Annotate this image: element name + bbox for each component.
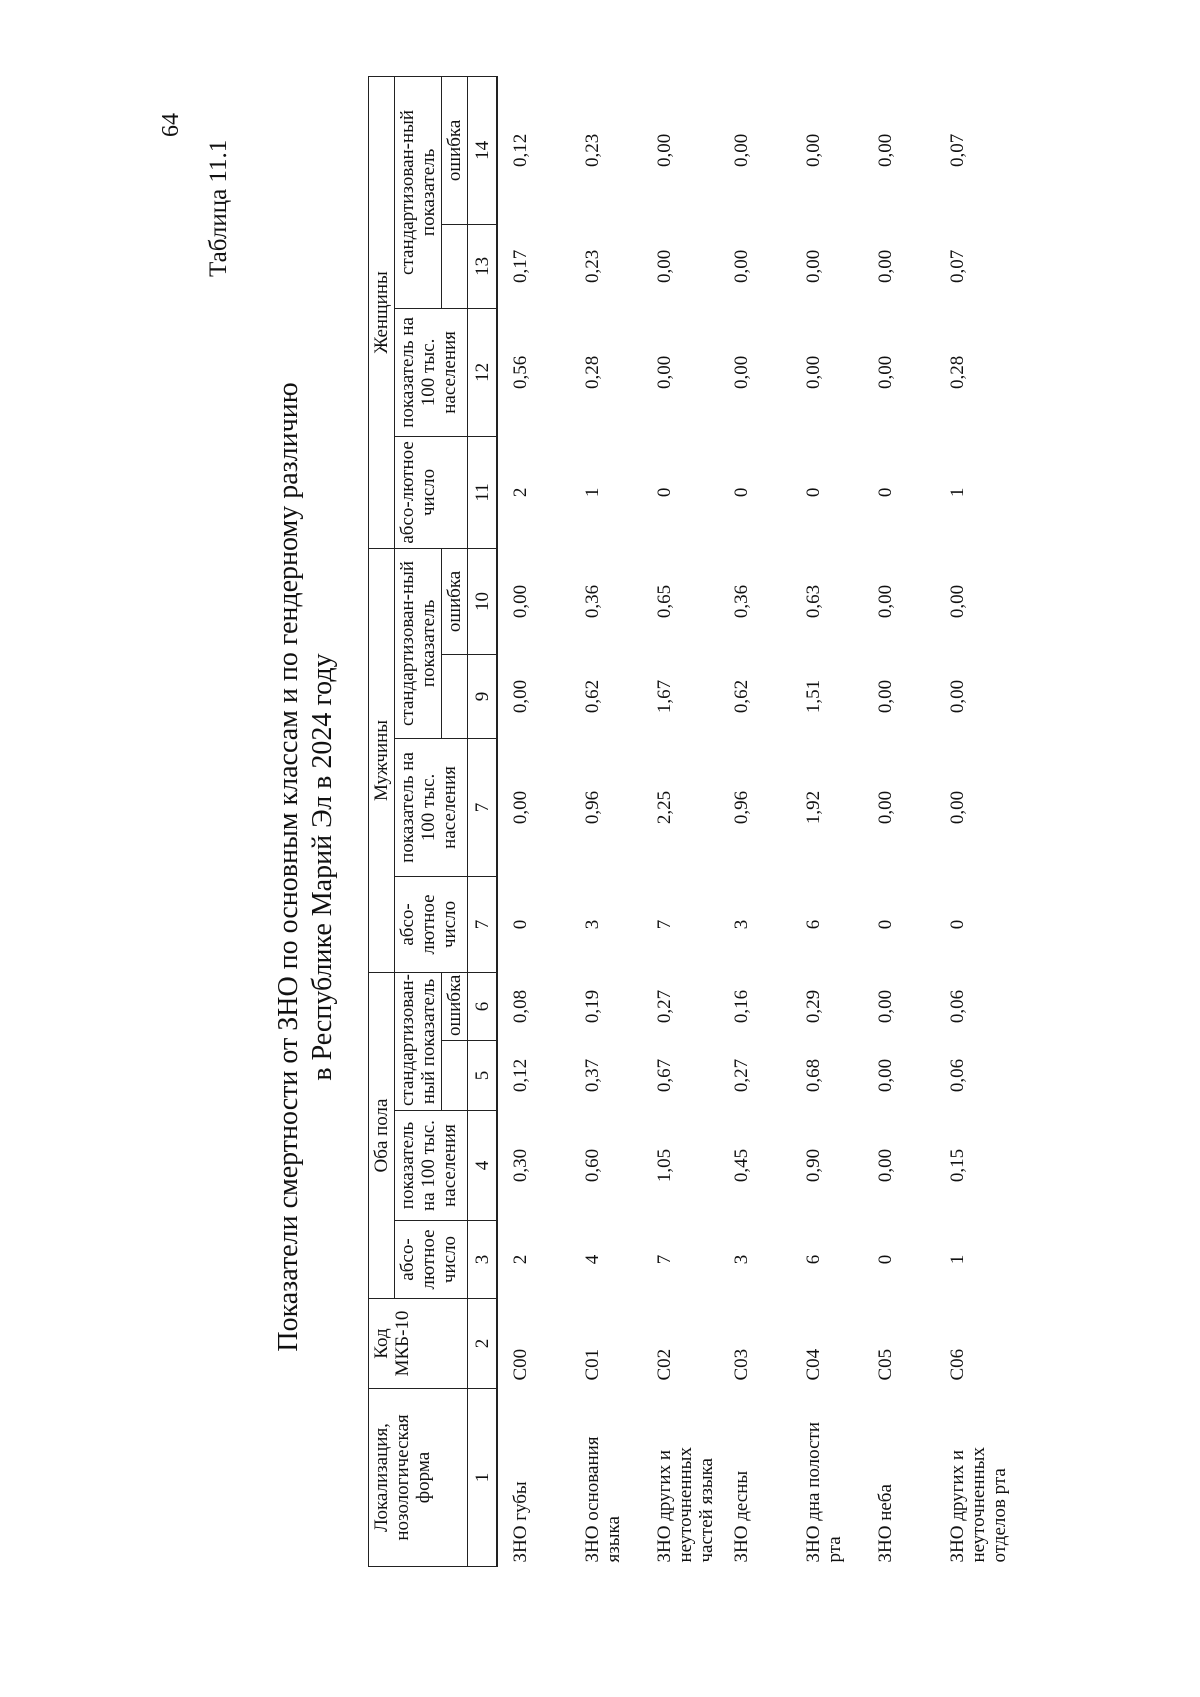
table-cell: 0,29 <box>803 989 824 1024</box>
table-cell: 0 <box>803 487 824 498</box>
table-cell: 0,00 <box>803 133 824 168</box>
row-icd-code: С02 <box>654 1348 675 1381</box>
table-cell: 0,00 <box>875 1058 896 1093</box>
table-cell: 0,96 <box>582 790 603 825</box>
table-cell: 0,28 <box>947 355 968 390</box>
row-localization: ЗНО дна полости рта <box>803 1421 845 1563</box>
header-men-std-value <box>442 654 468 738</box>
table-cell: 1,67 <box>654 679 675 714</box>
table-cell: 0,00 <box>654 133 675 168</box>
table-body <box>497 76 1012 1566</box>
table-cell: 1 <box>947 487 968 498</box>
table-cell: 0,62 <box>731 679 752 714</box>
table-cell: 0,00 <box>875 249 896 284</box>
row-localization: ЗНО губы <box>510 1481 531 1563</box>
column-number: 11 <box>468 436 498 548</box>
header-women-standardized: стандартизован-ный показатель <box>395 76 442 308</box>
table-cell: 0,00 <box>654 355 675 390</box>
table-cell: 0,67 <box>654 1058 675 1093</box>
header-women: Женщины <box>369 76 395 548</box>
table-cell: 0,63 <box>803 584 824 619</box>
table-cell: 0,00 <box>654 249 675 284</box>
table-cell: 0,30 <box>510 1148 531 1183</box>
header-women-per100k: показатель на 100 тыс. населения <box>395 308 468 436</box>
table-cell: 0,45 <box>731 1148 752 1183</box>
column-number: 4 <box>468 1111 498 1221</box>
table-cell: 0,06 <box>947 1058 968 1093</box>
table-cell: 0,12 <box>510 133 531 168</box>
column-number: 12 <box>468 308 498 436</box>
header-both-standardized: стандартизован-ный показатель <box>395 972 442 1110</box>
column-number: 3 <box>468 1221 498 1299</box>
table-cell: 1 <box>947 1254 968 1265</box>
header-men-standardized: стандартизован-ный показатель <box>395 548 442 738</box>
table-cell: 1,51 <box>803 679 824 714</box>
column-number: 14 <box>468 76 498 224</box>
column-number: 1 <box>468 1389 498 1567</box>
table-cell: 0,12 <box>510 1058 531 1093</box>
header-both-per100k: показатель на 100 тыс. населения <box>395 1111 468 1221</box>
table-cell: 0,27 <box>731 1058 752 1093</box>
row-icd-code: С03 <box>731 1348 752 1381</box>
table-row <box>719 76 791 1566</box>
table-cell: 0 <box>510 919 531 930</box>
header-men-per100k: показатель на 100 тыс. населения <box>395 738 468 876</box>
table-cell: 0,00 <box>875 584 896 619</box>
row-icd-code: С01 <box>582 1348 603 1381</box>
table-cell: 2,25 <box>654 790 675 825</box>
column-number-row <box>468 76 498 1566</box>
table-cell: 0,00 <box>875 133 896 168</box>
table-cell: 0,96 <box>731 790 752 825</box>
table-cell: 0,00 <box>947 790 968 825</box>
table-cell: 4 <box>582 1254 603 1265</box>
table-cell: 0,07 <box>947 133 968 168</box>
table-cell: 0,62 <box>582 679 603 714</box>
header-both-absolute: абсо-лютное число <box>395 1221 468 1299</box>
header-both-sexes: Оба пола <box>369 972 395 1298</box>
table-cell: 0,60 <box>582 1148 603 1183</box>
table-cell: 0,00 <box>731 249 752 284</box>
table-cell: 0,36 <box>582 584 603 619</box>
table-cell: 0,23 <box>582 249 603 284</box>
table-cell: 1,05 <box>654 1148 675 1183</box>
header-women-absolute: абсо-лютное число <box>395 436 468 548</box>
page-number: 64 <box>158 113 184 137</box>
table-cell: 2 <box>510 487 531 498</box>
column-number: 9 <box>468 654 498 738</box>
table-cell: 0,19 <box>582 989 603 1024</box>
row-localization: ЗНО других и неуточненных отделов рта <box>947 1447 1010 1563</box>
column-number: 13 <box>468 224 498 308</box>
mortality-table <box>368 76 1012 1567</box>
table-cell: 7 <box>654 919 675 930</box>
table-cell: 0,06 <box>947 989 968 1024</box>
table-cell: 0,65 <box>654 584 675 619</box>
row-localization: ЗНО неба <box>875 1484 896 1563</box>
table-cell: 0,00 <box>510 584 531 619</box>
table-row <box>791 76 863 1566</box>
title-line-2: в Республике Марий Эл в 2024 году <box>307 653 338 1081</box>
row-icd-code: С06 <box>947 1348 968 1381</box>
table-cell: 0,15 <box>947 1148 968 1183</box>
table-row <box>497 76 570 1566</box>
table-title <box>272 187 340 1547</box>
table-cell: 0,00 <box>875 790 896 825</box>
header-men-error: ошибка <box>442 548 468 654</box>
table-cell: 6 <box>803 919 824 930</box>
header-women-std-value <box>442 224 468 308</box>
row-localization: ЗНО других и неуточненных частей языка <box>654 1447 717 1563</box>
column-number: 5 <box>468 1041 498 1111</box>
table-cell: 0 <box>654 487 675 498</box>
row-icd-code: С04 <box>803 1348 824 1381</box>
table-row <box>570 76 642 1566</box>
table-cell: 0,37 <box>582 1058 603 1093</box>
table-cell: 1 <box>582 487 603 498</box>
table-cell: 0 <box>875 1254 896 1265</box>
title-line-1: Показатели смертности от ЗНО по основным классам и по гендерному различию <box>273 382 304 1352</box>
column-number: 6 <box>468 972 498 1040</box>
table-cell: 7 <box>654 1254 675 1265</box>
table-cell: 3 <box>582 919 603 930</box>
table-cell: 0,00 <box>803 249 824 284</box>
table-cell: 0,23 <box>582 133 603 168</box>
table-row <box>642 76 719 1566</box>
table-cell: 0,27 <box>654 989 675 1024</box>
table-cell: 0,00 <box>731 133 752 168</box>
column-number: 7 <box>468 876 498 972</box>
row-icd-code: С05 <box>875 1348 896 1381</box>
table-cell: 0,00 <box>875 679 896 714</box>
table-cell: 0 <box>731 487 752 498</box>
table-cell: 0 <box>875 919 896 930</box>
header-localization: Локализация, нозологическая форма <box>369 1389 468 1567</box>
header-men: Мужчины <box>369 548 395 972</box>
column-number: 10 <box>468 548 498 654</box>
column-number: 2 <box>468 1299 498 1389</box>
table-row <box>863 76 935 1566</box>
header-both-std-value <box>442 1041 468 1111</box>
table-label: Таблица 11.1 <box>205 139 232 277</box>
row-icd-code: С00 <box>510 1348 531 1381</box>
table-cell: 0,17 <box>510 249 531 284</box>
table-cell: 0,00 <box>875 1148 896 1183</box>
row-localization: ЗНО десны <box>731 1470 752 1563</box>
table-cell: 0,90 <box>803 1148 824 1183</box>
table-cell: 3 <box>731 919 752 930</box>
table-cell: 0,00 <box>731 355 752 390</box>
table-row <box>935 76 1012 1566</box>
table-cell: 0,00 <box>875 989 896 1024</box>
table-cell: 0,08 <box>510 989 531 1024</box>
row-localization: ЗНО основания языка <box>582 1436 624 1563</box>
table-cell: 0 <box>947 919 968 930</box>
header-code: Код МКБ-10 <box>369 1299 468 1389</box>
table-cell: 0,07 <box>947 249 968 284</box>
table-cell: 0,68 <box>803 1058 824 1093</box>
table-cell: 3 <box>731 1254 752 1265</box>
table-cell: 0,00 <box>947 584 968 619</box>
table-cell: 0 <box>875 487 896 498</box>
table-cell: 1,92 <box>803 790 824 825</box>
table-cell: 6 <box>803 1254 824 1265</box>
table-cell: 0,00 <box>803 355 824 390</box>
table-cell: 0,00 <box>510 679 531 714</box>
header-women-error: ошибка <box>442 76 468 224</box>
table-cell: 2 <box>510 1254 531 1265</box>
table-cell: 0,16 <box>731 989 752 1024</box>
table-cell: 0,00 <box>875 355 896 390</box>
table-cell: 0,28 <box>582 355 603 390</box>
header-men-absolute: абсо-лютное число <box>395 876 468 972</box>
table-cell: 0,36 <box>731 584 752 619</box>
table-cell: 0,00 <box>510 790 531 825</box>
table-cell: 0,00 <box>947 679 968 714</box>
header-both-error: ошибка <box>442 972 468 1040</box>
table-cell: 0,56 <box>510 355 531 390</box>
column-number: 7 <box>468 738 498 876</box>
